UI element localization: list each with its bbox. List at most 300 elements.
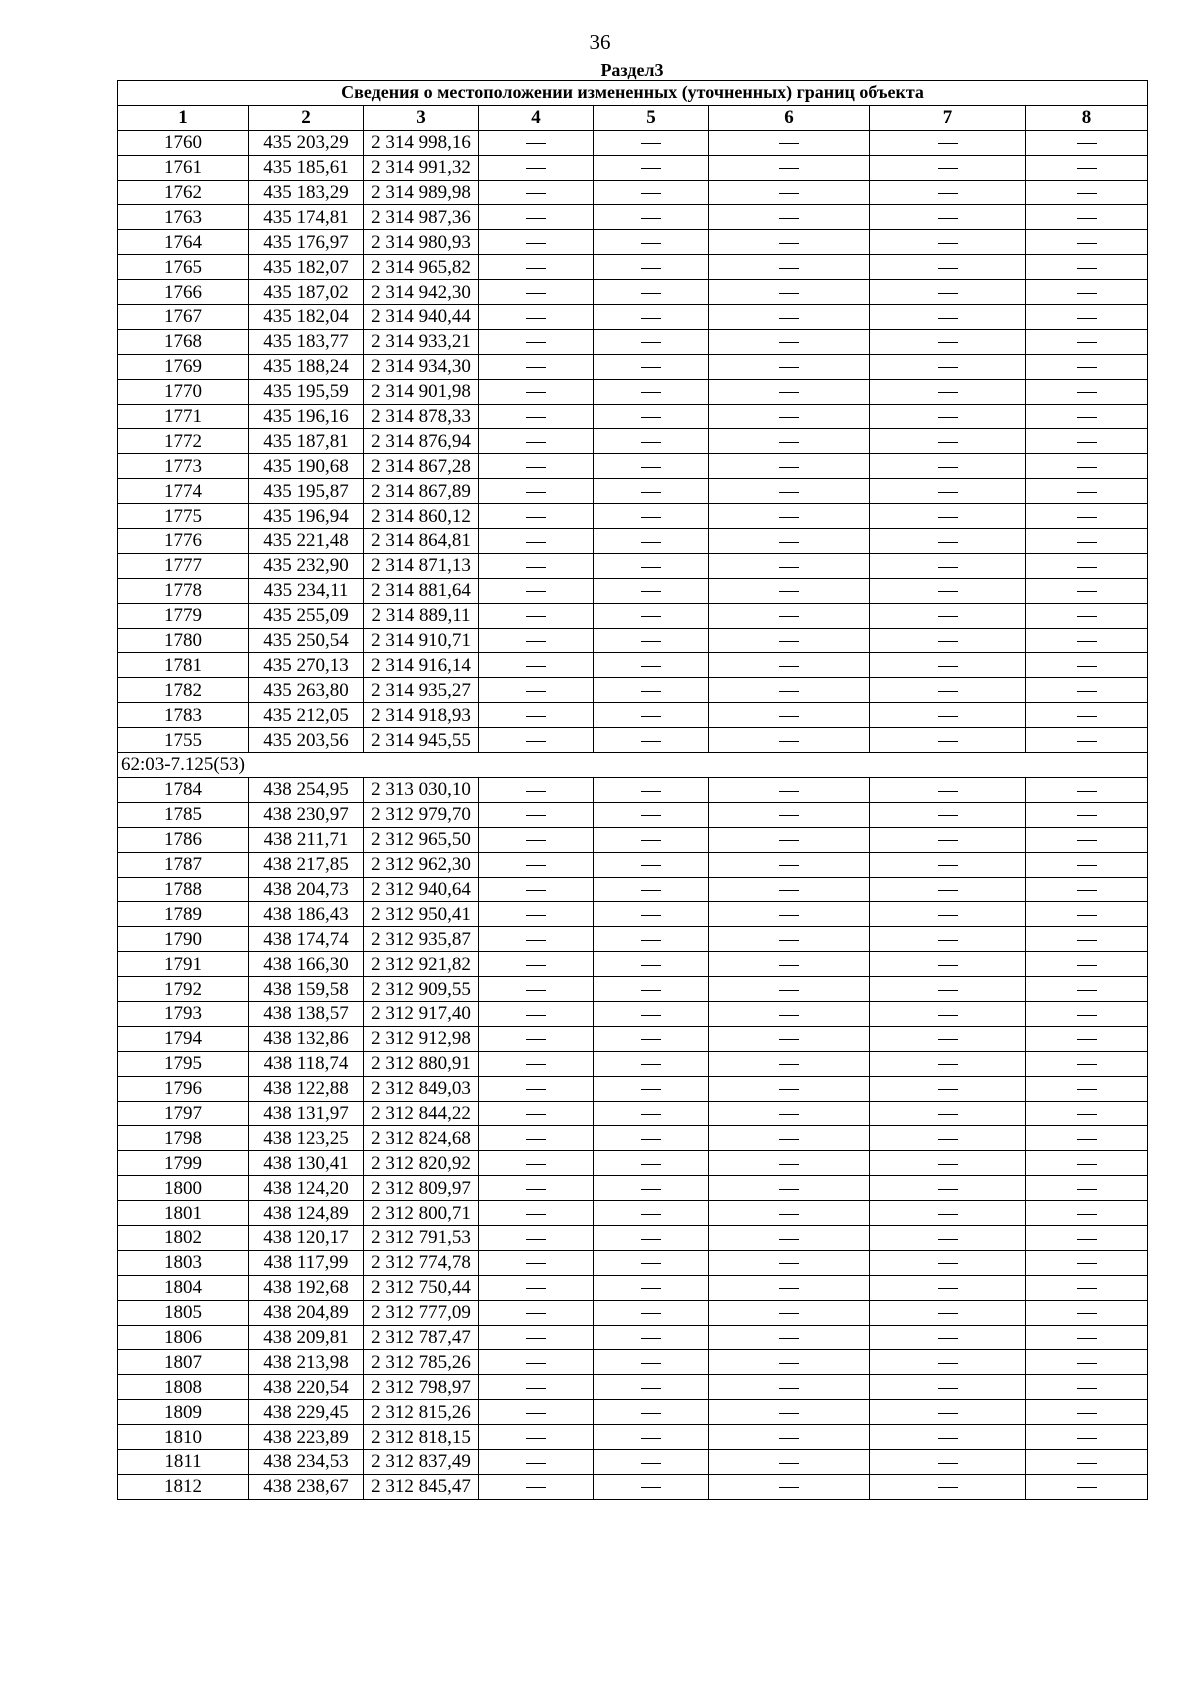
x-coordinate-cell: 438 211,71 xyxy=(249,827,364,852)
empty-mark xyxy=(779,1263,799,1264)
empty-mark xyxy=(1077,1338,1097,1339)
empty-cell-col-5 xyxy=(594,205,709,230)
group-row xyxy=(118,753,1148,778)
point-number-cell: 1763 xyxy=(118,205,249,230)
table-title-row xyxy=(118,81,1148,106)
empty-mark xyxy=(938,168,958,169)
y-coordinate-cell: 2 314 980,93 xyxy=(364,230,479,255)
empty-cell-col-8 xyxy=(1026,329,1148,354)
point-number-cell: 1786 xyxy=(118,827,249,852)
empty-mark xyxy=(938,392,958,393)
empty-mark xyxy=(641,1089,661,1090)
empty-cell-col-6 xyxy=(709,404,870,429)
empty-cell-col-5 xyxy=(594,1300,709,1325)
x-coordinate-cell: 435 212,05 xyxy=(249,703,364,728)
table-body xyxy=(118,130,1148,1499)
empty-cell-col-7 xyxy=(870,1425,1026,1450)
empty-cell-col-8 xyxy=(1026,1375,1148,1400)
empty-mark xyxy=(938,1039,958,1040)
empty-cell-col-7 xyxy=(870,1051,1026,1076)
point-number-cell: 1755 xyxy=(118,728,249,753)
empty-mark xyxy=(526,442,546,443)
empty-cell-col-6 xyxy=(709,1126,870,1151)
empty-cell-col-4 xyxy=(479,678,594,703)
table-row xyxy=(118,1076,1148,1101)
empty-cell-col-7 xyxy=(870,827,1026,852)
table-row xyxy=(118,155,1148,180)
y-coordinate-cell: 2 314 942,30 xyxy=(364,280,479,305)
table-row xyxy=(118,329,1148,354)
empty-mark xyxy=(938,1338,958,1339)
empty-cell-col-4 xyxy=(479,1026,594,1051)
empty-cell-col-8 xyxy=(1026,1250,1148,1275)
table-row xyxy=(118,553,1148,578)
empty-cell-col-6 xyxy=(709,1151,870,1176)
empty-cell-col-7 xyxy=(870,454,1026,479)
empty-cell-col-4 xyxy=(479,1126,594,1151)
x-coordinate-cell: 435 255,09 xyxy=(249,603,364,628)
x-coordinate-cell: 438 213,98 xyxy=(249,1350,364,1375)
table-row xyxy=(118,1449,1148,1474)
empty-mark xyxy=(938,1487,958,1488)
empty-mark xyxy=(526,367,546,368)
empty-cell-col-5 xyxy=(594,1250,709,1275)
empty-mark xyxy=(779,168,799,169)
empty-cell-col-8 xyxy=(1026,529,1148,554)
empty-cell-col-6 xyxy=(709,628,870,653)
empty-cell-col-7 xyxy=(870,1201,1026,1226)
empty-cell-col-6 xyxy=(709,952,870,977)
y-coordinate-cell: 2 312 750,44 xyxy=(364,1275,479,1300)
empty-cell-col-6 xyxy=(709,578,870,603)
x-coordinate-cell: 435 196,16 xyxy=(249,404,364,429)
page-number: 36 xyxy=(589,30,611,54)
empty-mark xyxy=(526,1438,546,1439)
empty-cell-col-7 xyxy=(870,130,1026,155)
empty-mark xyxy=(1077,268,1097,269)
empty-mark xyxy=(779,1487,799,1488)
empty-mark xyxy=(526,666,546,667)
empty-mark xyxy=(1077,567,1097,568)
empty-cell-col-6 xyxy=(709,802,870,827)
empty-cell-col-7 xyxy=(870,852,1026,877)
empty-cell-col-8 xyxy=(1026,1225,1148,1250)
empty-cell-col-4 xyxy=(479,1400,594,1425)
empty-mark xyxy=(641,567,661,568)
empty-mark xyxy=(526,467,546,468)
empty-mark xyxy=(526,1263,546,1264)
empty-mark xyxy=(1077,591,1097,592)
empty-cell-col-4 xyxy=(479,1300,594,1325)
x-coordinate-cell: 438 230,97 xyxy=(249,802,364,827)
table-row xyxy=(118,952,1148,977)
empty-mark xyxy=(1077,865,1097,866)
y-coordinate-cell: 2 312 880,91 xyxy=(364,1051,479,1076)
point-number-cell: 1789 xyxy=(118,902,249,927)
empty-cell-col-5 xyxy=(594,1001,709,1026)
empty-cell-col-8 xyxy=(1026,1176,1148,1201)
empty-mark xyxy=(641,318,661,319)
table-row xyxy=(118,1201,1148,1226)
y-coordinate-cell: 2 314 933,21 xyxy=(364,329,479,354)
y-coordinate-cell: 2 312 921,82 xyxy=(364,952,479,977)
x-coordinate-cell: 438 217,85 xyxy=(249,852,364,877)
point-number-cell: 1792 xyxy=(118,977,249,1002)
empty-cell-col-8 xyxy=(1026,1101,1148,1126)
y-coordinate-cell: 2 313 030,10 xyxy=(364,777,479,802)
point-number-cell: 1767 xyxy=(118,305,249,330)
y-coordinate-cell: 2 314 916,14 xyxy=(364,653,479,678)
empty-mark xyxy=(779,542,799,543)
empty-cell-col-7 xyxy=(870,578,1026,603)
y-coordinate-cell: 2 314 867,28 xyxy=(364,454,479,479)
empty-cell-col-8 xyxy=(1026,1449,1148,1474)
empty-cell-col-6 xyxy=(709,329,870,354)
empty-cell-col-7 xyxy=(870,529,1026,554)
empty-mark xyxy=(938,1089,958,1090)
empty-cell-col-6 xyxy=(709,479,870,504)
empty-cell-col-5 xyxy=(594,354,709,379)
x-coordinate-cell: 438 131,97 xyxy=(249,1101,364,1126)
point-number-cell: 1788 xyxy=(118,877,249,902)
empty-mark xyxy=(641,965,661,966)
empty-mark xyxy=(526,616,546,617)
empty-cell-col-6 xyxy=(709,504,870,529)
empty-mark xyxy=(1077,1413,1097,1414)
x-coordinate-cell: 435 270,13 xyxy=(249,653,364,678)
empty-cell-col-8 xyxy=(1026,1076,1148,1101)
empty-mark xyxy=(779,467,799,468)
empty-mark xyxy=(1077,1288,1097,1289)
y-coordinate-cell: 2 314 945,55 xyxy=(364,728,479,753)
y-coordinate-cell: 2 312 809,97 xyxy=(364,1176,479,1201)
empty-cell-col-5 xyxy=(594,1449,709,1474)
y-coordinate-cell: 2 312 940,64 xyxy=(364,877,479,902)
empty-mark xyxy=(1077,1015,1097,1016)
empty-mark xyxy=(779,1064,799,1065)
empty-mark xyxy=(641,840,661,841)
column-number-row xyxy=(118,105,1148,130)
point-number-cell: 1769 xyxy=(118,354,249,379)
point-number-cell: 1803 xyxy=(118,1250,249,1275)
empty-cell-col-6 xyxy=(709,877,870,902)
empty-mark xyxy=(779,865,799,866)
empty-mark xyxy=(641,1313,661,1314)
x-coordinate-cell: 438 122,88 xyxy=(249,1076,364,1101)
empty-cell-col-6 xyxy=(709,1176,870,1201)
table-row xyxy=(118,305,1148,330)
empty-cell-col-4 xyxy=(479,777,594,802)
empty-cell-col-4 xyxy=(479,728,594,753)
point-number-cell: 1781 xyxy=(118,653,249,678)
empty-mark xyxy=(779,965,799,966)
empty-cell-col-7 xyxy=(870,305,1026,330)
empty-cell-col-5 xyxy=(594,1275,709,1300)
y-coordinate-cell: 2 314 940,44 xyxy=(364,305,479,330)
y-coordinate-cell: 2 312 979,70 xyxy=(364,802,479,827)
x-coordinate-cell: 438 117,99 xyxy=(249,1250,364,1275)
empty-cell-col-8 xyxy=(1026,628,1148,653)
table-row xyxy=(118,703,1148,728)
empty-cell-col-5 xyxy=(594,578,709,603)
empty-mark xyxy=(938,1413,958,1414)
empty-mark xyxy=(526,641,546,642)
point-number-cell: 1761 xyxy=(118,155,249,180)
empty-cell-col-4 xyxy=(479,1474,594,1499)
empty-cell-col-6 xyxy=(709,1026,870,1051)
column-header-2: 2 xyxy=(249,105,364,130)
empty-mark xyxy=(526,218,546,219)
empty-cell-col-8 xyxy=(1026,379,1148,404)
x-coordinate-cell: 438 132,86 xyxy=(249,1026,364,1051)
point-number-cell: 1796 xyxy=(118,1076,249,1101)
empty-cell-col-8 xyxy=(1026,728,1148,753)
empty-mark xyxy=(641,716,661,717)
table-row xyxy=(118,852,1148,877)
empty-mark xyxy=(641,691,661,692)
point-number-cell: 1801 xyxy=(118,1201,249,1226)
empty-cell-col-4 xyxy=(479,404,594,429)
empty-cell-col-4 xyxy=(479,429,594,454)
empty-mark xyxy=(938,293,958,294)
x-coordinate-cell: 438 209,81 xyxy=(249,1325,364,1350)
empty-mark xyxy=(779,567,799,568)
empty-mark xyxy=(938,1139,958,1140)
empty-cell-col-4 xyxy=(479,927,594,952)
empty-mark xyxy=(526,890,546,891)
table-row xyxy=(118,1151,1148,1176)
y-coordinate-cell: 2 312 785,26 xyxy=(364,1350,479,1375)
empty-mark xyxy=(1077,990,1097,991)
empty-cell-col-5 xyxy=(594,1350,709,1375)
x-coordinate-cell: 435 250,54 xyxy=(249,628,364,653)
empty-cell-col-4 xyxy=(479,1325,594,1350)
empty-mark xyxy=(641,243,661,244)
empty-cell-col-8 xyxy=(1026,952,1148,977)
empty-cell-col-4 xyxy=(479,902,594,927)
empty-mark xyxy=(938,890,958,891)
empty-cell-col-4 xyxy=(479,952,594,977)
empty-cell-col-6 xyxy=(709,777,870,802)
table-row xyxy=(118,379,1148,404)
point-number-cell: 1799 xyxy=(118,1151,249,1176)
empty-mark xyxy=(641,392,661,393)
empty-cell-col-6 xyxy=(709,603,870,628)
x-coordinate-cell: 435 203,29 xyxy=(249,130,364,155)
empty-mark xyxy=(1077,1487,1097,1488)
empty-cell-col-8 xyxy=(1026,354,1148,379)
empty-cell-col-4 xyxy=(479,1225,594,1250)
empty-cell-col-4 xyxy=(479,529,594,554)
empty-cell-col-8 xyxy=(1026,827,1148,852)
empty-cell-col-6 xyxy=(709,280,870,305)
empty-cell-col-4 xyxy=(479,1101,594,1126)
empty-mark xyxy=(779,815,799,816)
empty-cell-col-6 xyxy=(709,379,870,404)
empty-mark xyxy=(779,840,799,841)
point-number-cell: 1780 xyxy=(118,628,249,653)
empty-mark xyxy=(1077,218,1097,219)
empty-mark xyxy=(526,591,546,592)
empty-mark xyxy=(779,940,799,941)
point-number-cell: 1806 xyxy=(118,1325,249,1350)
empty-mark xyxy=(1077,815,1097,816)
empty-cell-col-6 xyxy=(709,180,870,205)
table-row xyxy=(118,1101,1148,1126)
empty-cell-col-6 xyxy=(709,230,870,255)
empty-mark xyxy=(641,1363,661,1364)
x-coordinate-cell: 438 120,17 xyxy=(249,1225,364,1250)
empty-mark xyxy=(1077,1363,1097,1364)
x-coordinate-cell: 438 234,53 xyxy=(249,1449,364,1474)
table-row xyxy=(118,1474,1148,1499)
empty-cell-col-6 xyxy=(709,454,870,479)
table-row xyxy=(118,180,1148,205)
y-coordinate-cell: 2 312 791,53 xyxy=(364,1225,479,1250)
point-number-cell: 1774 xyxy=(118,479,249,504)
empty-mark xyxy=(779,1089,799,1090)
empty-mark xyxy=(526,318,546,319)
empty-mark xyxy=(641,517,661,518)
x-coordinate-cell: 435 174,81 xyxy=(249,205,364,230)
x-coordinate-cell: 435 203,56 xyxy=(249,728,364,753)
x-coordinate-cell: 435 195,59 xyxy=(249,379,364,404)
empty-mark xyxy=(526,1313,546,1314)
empty-mark xyxy=(779,268,799,269)
empty-cell-col-6 xyxy=(709,1300,870,1325)
point-number-cell: 1762 xyxy=(118,180,249,205)
empty-cell-col-4 xyxy=(479,354,594,379)
empty-cell-col-4 xyxy=(479,852,594,877)
x-coordinate-cell: 435 195,87 xyxy=(249,479,364,504)
point-number-cell: 1771 xyxy=(118,404,249,429)
empty-cell-col-8 xyxy=(1026,280,1148,305)
empty-cell-col-8 xyxy=(1026,305,1148,330)
empty-cell-col-8 xyxy=(1026,404,1148,429)
point-number-cell: 1772 xyxy=(118,429,249,454)
empty-mark xyxy=(779,791,799,792)
x-coordinate-cell: 435 263,80 xyxy=(249,678,364,703)
empty-mark xyxy=(938,193,958,194)
table-row xyxy=(118,1126,1148,1151)
empty-cell-col-5 xyxy=(594,1400,709,1425)
empty-cell-col-5 xyxy=(594,1474,709,1499)
empty-mark xyxy=(779,1114,799,1115)
empty-cell-col-7 xyxy=(870,280,1026,305)
x-coordinate-cell: 435 196,94 xyxy=(249,504,364,529)
y-coordinate-cell: 2 314 918,93 xyxy=(364,703,479,728)
table-row xyxy=(118,728,1148,753)
empty-cell-col-6 xyxy=(709,155,870,180)
empty-mark xyxy=(779,342,799,343)
empty-mark xyxy=(641,1039,661,1040)
empty-cell-col-7 xyxy=(870,1101,1026,1126)
table-row xyxy=(118,927,1148,952)
empty-mark xyxy=(1077,1164,1097,1165)
point-number-cell: 1797 xyxy=(118,1101,249,1126)
empty-cell-col-5 xyxy=(594,454,709,479)
empty-cell-col-4 xyxy=(479,877,594,902)
empty-mark xyxy=(526,392,546,393)
empty-cell-col-8 xyxy=(1026,479,1148,504)
empty-mark xyxy=(779,442,799,443)
empty-cell-col-8 xyxy=(1026,802,1148,827)
empty-mark xyxy=(938,1363,958,1364)
x-coordinate-cell: 438 118,74 xyxy=(249,1051,364,1076)
empty-mark xyxy=(938,1064,958,1065)
empty-mark xyxy=(526,342,546,343)
empty-cell-col-8 xyxy=(1026,678,1148,703)
empty-cell-col-4 xyxy=(479,230,594,255)
empty-mark xyxy=(938,492,958,493)
empty-cell-col-6 xyxy=(709,1051,870,1076)
empty-cell-col-4 xyxy=(479,1350,594,1375)
empty-cell-col-5 xyxy=(594,1201,709,1226)
empty-mark xyxy=(938,417,958,418)
empty-mark xyxy=(1077,168,1097,169)
empty-mark xyxy=(938,940,958,941)
point-number-cell: 1787 xyxy=(118,852,249,877)
empty-cell-col-5 xyxy=(594,379,709,404)
table-row xyxy=(118,354,1148,379)
x-coordinate-cell: 435 187,81 xyxy=(249,429,364,454)
table-row xyxy=(118,1026,1148,1051)
empty-mark xyxy=(1077,193,1097,194)
x-coordinate-cell: 438 238,67 xyxy=(249,1474,364,1499)
y-coordinate-cell: 2 314 871,13 xyxy=(364,553,479,578)
x-coordinate-cell: 438 254,95 xyxy=(249,777,364,802)
table-row xyxy=(118,255,1148,280)
empty-mark xyxy=(641,268,661,269)
y-coordinate-cell: 2 314 901,98 xyxy=(364,379,479,404)
empty-cell-col-4 xyxy=(479,1375,594,1400)
point-number-cell: 1810 xyxy=(118,1425,249,1450)
empty-mark xyxy=(938,567,958,568)
empty-mark xyxy=(938,342,958,343)
empty-mark xyxy=(526,1413,546,1414)
empty-mark xyxy=(1077,691,1097,692)
empty-mark xyxy=(526,815,546,816)
x-coordinate-cell: 438 123,25 xyxy=(249,1126,364,1151)
empty-mark xyxy=(641,542,661,543)
empty-cell-col-6 xyxy=(709,1201,870,1226)
empty-cell-col-7 xyxy=(870,354,1026,379)
empty-mark xyxy=(779,1463,799,1464)
x-coordinate-cell: 435 182,04 xyxy=(249,305,364,330)
empty-mark xyxy=(938,741,958,742)
x-coordinate-cell: 435 190,68 xyxy=(249,454,364,479)
table-row xyxy=(118,479,1148,504)
empty-cell-col-6 xyxy=(709,703,870,728)
empty-mark xyxy=(526,492,546,493)
empty-mark xyxy=(641,492,661,493)
empty-mark xyxy=(526,293,546,294)
empty-cell-col-6 xyxy=(709,553,870,578)
empty-mark xyxy=(938,243,958,244)
empty-cell-col-7 xyxy=(870,404,1026,429)
empty-mark xyxy=(779,890,799,891)
empty-cell-col-8 xyxy=(1026,1300,1148,1325)
empty-mark xyxy=(938,1189,958,1190)
empty-mark xyxy=(526,840,546,841)
x-coordinate-cell: 438 124,20 xyxy=(249,1176,364,1201)
empty-mark xyxy=(641,467,661,468)
empty-cell-col-5 xyxy=(594,504,709,529)
empty-mark xyxy=(1077,1089,1097,1090)
empty-mark xyxy=(1077,915,1097,916)
empty-mark xyxy=(641,1189,661,1190)
point-number-cell: 1807 xyxy=(118,1350,249,1375)
